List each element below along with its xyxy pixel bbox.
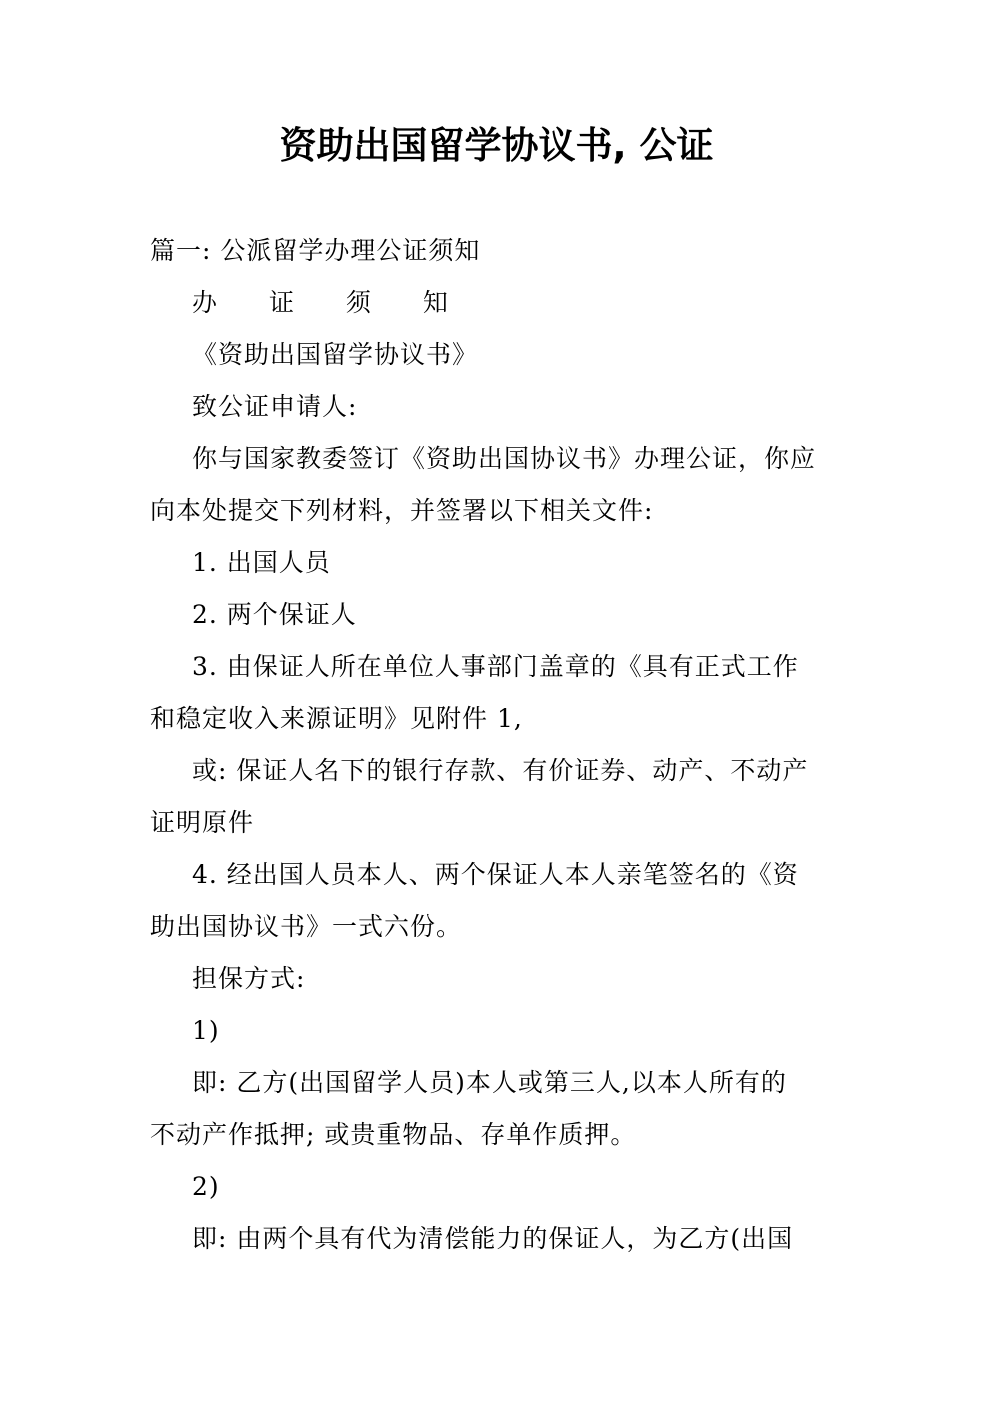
salutation: 致公证申请人: — [192, 392, 358, 421]
section-heading: 篇一: 公派留学办理公证须知 — [150, 236, 481, 265]
list-item: 3. 由保证人所在单位人事部门盖章的《具有正式工作 — [192, 652, 799, 681]
document-title: 资助出国留学协议书, 公证 — [279, 124, 714, 167]
paragraph-line: 助出国协议书》一式六份。 — [150, 912, 463, 941]
notice-heading: 办 证 须 知 — [192, 288, 470, 317]
list-item: 2. 两个保证人 — [192, 600, 357, 629]
paragraph-line: 即: 由两个具有代为清偿能力的保证人，为乙方(出国 — [192, 1224, 794, 1253]
paragraph-line: 证明原件 — [150, 808, 255, 837]
paragraph-line: 向本处提交下列材料，并签署以下相关文件: — [150, 496, 654, 525]
paragraph-line: 即: 乙方(出国留学人员)本人或第三人,以本人所有的 — [192, 1068, 787, 1097]
paragraph-line: 或: 保证人名下的银行存款、有价证券、动产、不动产 — [192, 756, 809, 785]
list-item: 1) — [192, 1016, 220, 1045]
paragraph-line: 你与国家教委签订《资助出国协议书》办理公证，你应 — [192, 444, 817, 473]
list-item: 4. 经出国人员本人、两个保证人本人亲笔签名的《资 — [192, 860, 799, 889]
paragraph-line: 和稳定收入来源证明》见附件 1, — [150, 704, 523, 733]
list-item: 1. 出国人员 — [192, 548, 331, 577]
paragraph-line: 不动产作抵押; 或贵重物品、存单作质押。 — [150, 1120, 637, 1149]
list-item: 2) — [192, 1172, 220, 1201]
guarantee-heading: 担保方式: — [192, 964, 306, 993]
agreement-name: 《资助出国留学协议书》 — [192, 340, 479, 369]
